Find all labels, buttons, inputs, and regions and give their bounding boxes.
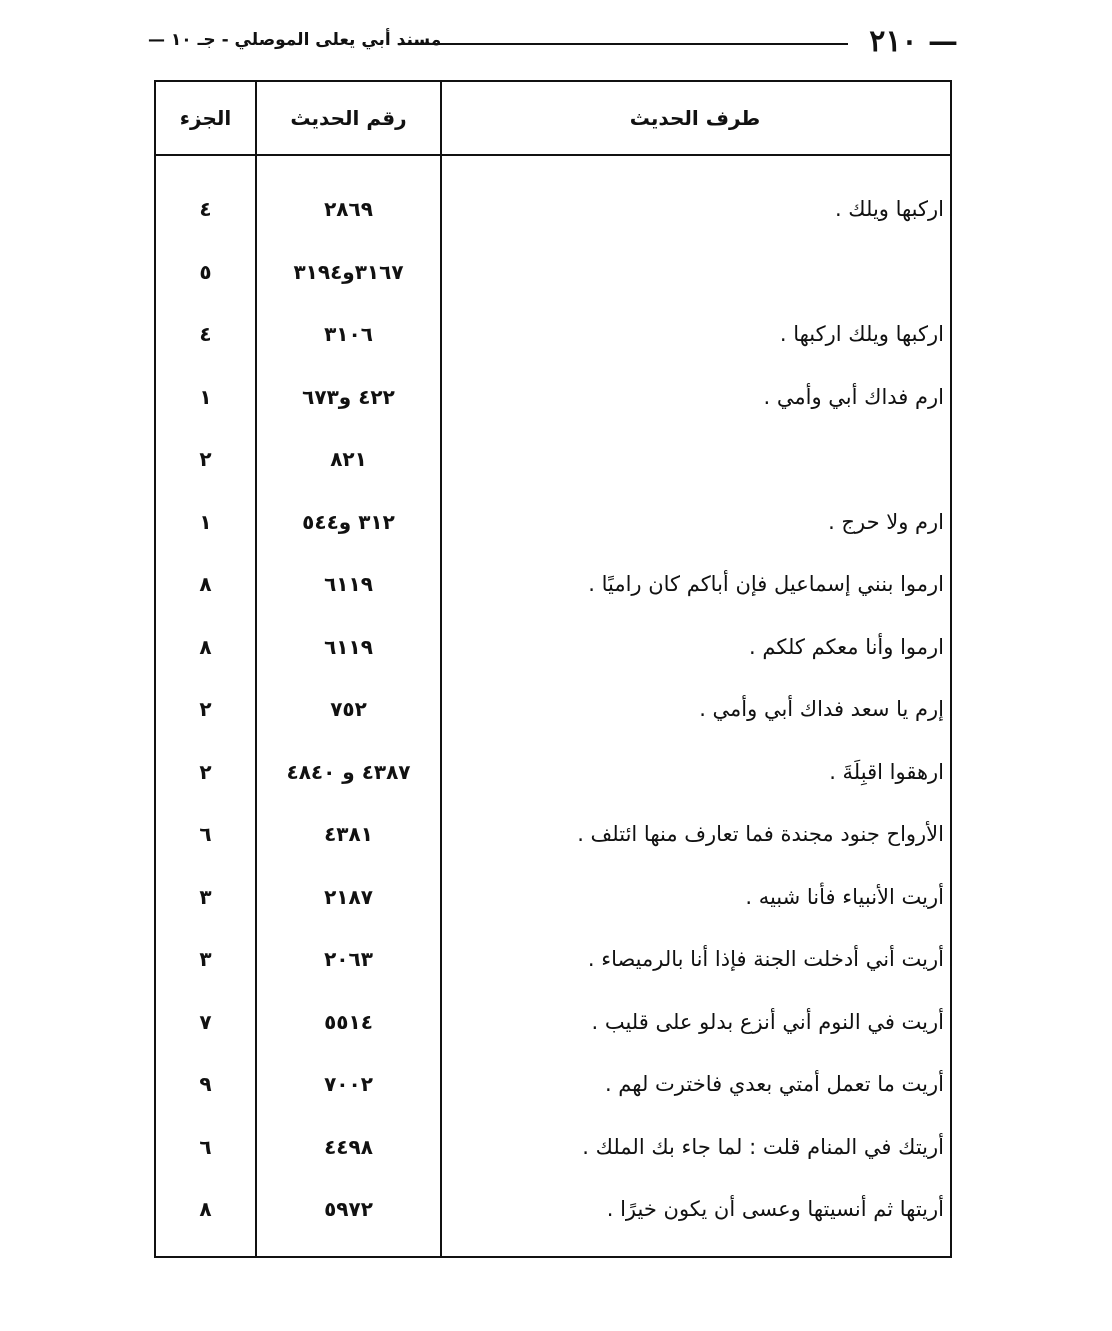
- hadith-number-cell: ٦١١٩: [324, 634, 373, 659]
- header-part: الجزء: [179, 106, 232, 130]
- part-cell: ٧: [199, 1009, 212, 1034]
- table-row: [156, 366, 950, 428]
- table-row: [156, 303, 950, 365]
- hadith-text-cell: [442, 428, 948, 490]
- hadith-text-cell: ارموا وأنا معكم كلكم .: [749, 634, 944, 659]
- part-cell: ٢: [199, 759, 212, 784]
- hadith-number-cell: ٢٠٦٣: [324, 947, 373, 971]
- table-row: [156, 241, 950, 303]
- hadith-number-cell: ٥٩٧٢: [324, 1197, 373, 1221]
- part-cell: ٢: [199, 697, 212, 721]
- hadith-text-cell: اركبها ويلك .: [834, 197, 944, 221]
- part-cell: ٤: [199, 322, 212, 346]
- hadith-text-cell: ارموا بنني إسماعيل فإن أباكم كان راميًا .: [588, 572, 944, 596]
- part-cell: ٣: [199, 947, 212, 971]
- table-row: [156, 803, 950, 865]
- page-number: — ٢١٠: [869, 24, 958, 59]
- part-cell: ٨: [199, 1197, 212, 1221]
- table-header-row: [156, 82, 950, 156]
- header-hadith-number: رقم الحديث: [290, 106, 407, 130]
- part-cell: ٨: [199, 572, 212, 596]
- hadith-text-cell: ارهقوا اقبِلَةَ .: [829, 759, 944, 784]
- table-row: [156, 178, 950, 240]
- part-cell: ٦: [199, 822, 212, 846]
- hadith-number-cell: ٤٤٩٨: [324, 1134, 373, 1159]
- table-row: [156, 741, 950, 803]
- hadith-text-cell: [442, 241, 948, 303]
- hadith-text-cell: أريت ما تعمل أمتي بعدي فاخترت لهم .: [604, 1072, 944, 1096]
- part-cell: ٥: [199, 259, 212, 284]
- header-hadith-text: طرف الحديث: [629, 106, 761, 130]
- hadith-text-cell: ارم فداك أبي وأمي .: [763, 384, 944, 409]
- table-row: [156, 616, 950, 678]
- hadith-text-cell: أريتها ثم أنسيتها وعسى أن يكون خيرًا .: [606, 1197, 944, 1221]
- hadith-number-cell: ٨٢١: [330, 447, 367, 471]
- hadith-text-cell: الأرواح جنود مجندة فما تعارف منها ائتلف .: [577, 822, 944, 846]
- hadith-index-table: [154, 80, 952, 1258]
- hadith-number-cell: ٧٠٠٢: [324, 1072, 373, 1096]
- table-row: [156, 553, 950, 615]
- hadith-number-cell: ٤٣٨١: [324, 822, 373, 846]
- table-row: [156, 491, 950, 553]
- hadith-text-cell: أريت في النوم أني أنزع بدلو على قليب .: [591, 1009, 944, 1034]
- hadith-text-cell: إرم يا سعد فداك أبي وأمي .: [699, 697, 944, 721]
- hadith-number-cell: ٦١١٩: [324, 572, 373, 596]
- hadith-text-cell: أريت أني أدخلت الجنة فإذا أنا بالرميصاء .: [587, 947, 944, 971]
- running-header: [148, 22, 958, 62]
- hadith-text-cell: اركبها ويلك اركبها .: [779, 322, 944, 346]
- table-row: [156, 428, 950, 490]
- table-row: [156, 1116, 950, 1178]
- table-row: [156, 678, 950, 740]
- table-row: [156, 991, 950, 1053]
- hadith-number-cell: ٣١٦٧و٣١٩٤: [293, 259, 404, 284]
- part-cell: ١: [199, 384, 212, 409]
- table-row: [156, 1053, 950, 1115]
- running-title: مسند أبي يعلى الموصلي - جـ ١٠ —: [148, 30, 441, 50]
- part-cell: ٢: [199, 447, 212, 471]
- part-cell: ٦: [199, 1134, 212, 1159]
- hadith-number-cell: ٢١٨٧: [324, 884, 373, 909]
- hadith-number-cell: ٤٣٨٧ و ٤٨٤٠: [286, 759, 411, 784]
- hadith-number-cell: ٤٢٢ و٦٧٣: [302, 384, 395, 409]
- part-cell: ٨: [199, 634, 212, 659]
- header-rule: [398, 43, 848, 45]
- part-cell: ٤: [199, 197, 212, 221]
- table-row: [156, 928, 950, 990]
- hadith-text-cell: ارم ولا حرج .: [828, 509, 944, 534]
- part-cell: ١: [199, 509, 212, 534]
- hadith-text-cell: أريتك في المنام قلت : لما جاء بك الملك .: [582, 1134, 944, 1159]
- hadith-text-cell: أريت الأنبياء فأنا شبيه .: [745, 884, 944, 909]
- hadith-number-cell: ٧٥٢: [330, 697, 367, 721]
- hadith-number-cell: ٣١٢ و٥٤٤: [302, 509, 395, 534]
- hadith-number-cell: ٢٨٦٩: [324, 197, 373, 221]
- part-cell: ٩: [199, 1072, 212, 1096]
- table-row: [156, 1178, 950, 1240]
- part-cell: ٣: [199, 884, 212, 909]
- hadith-number-cell: ٣١٠٦: [324, 322, 373, 346]
- table-row: [156, 866, 950, 928]
- hadith-number-cell: ٥٥١٤: [324, 1009, 373, 1034]
